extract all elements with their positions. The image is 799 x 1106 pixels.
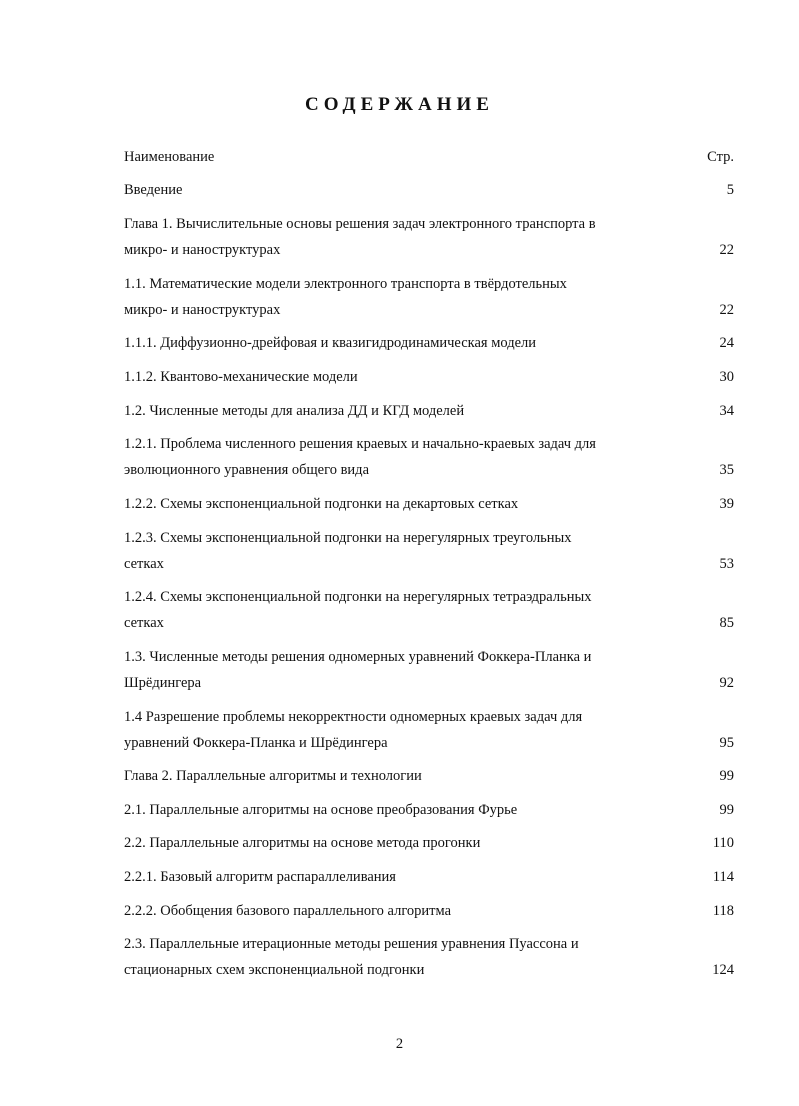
toc-entry-page: 118	[712, 903, 734, 919]
toc-entry-line: 1.4 Разрешение проблемы некорректности одномерных краевых задач для	[124, 709, 583, 725]
toc-entry-line: 1.1.2. Квантово-механические модели	[124, 369, 358, 385]
toc-entry-page: 5	[726, 182, 734, 198]
toc-entry	[124, 177, 734, 203]
toc-entry-line: эволюционного уравнения общего вида	[124, 462, 369, 478]
toc-entry-line: 1.2.1. Проблема численного решения краевых и начально-краевых задач для	[124, 436, 596, 452]
toc-header	[124, 144, 734, 170]
toc-entry	[124, 763, 734, 789]
toc-entry-line: уравнений Фоккера-Планка и Шрёдингера	[124, 735, 388, 751]
toc-entry-line: сетках	[124, 556, 164, 572]
toc-entry	[124, 211, 734, 263]
toc-entry-page: 99	[719, 802, 734, 818]
toc-entry	[124, 864, 734, 890]
toc-entry	[124, 271, 734, 323]
toc-entry-line: 2.3. Параллельные итерационные методы решения уравнения Пуассона и	[124, 936, 579, 952]
toc-entry-page: 30	[719, 369, 734, 385]
toc-entry-line: 1.2.3. Схемы экспоненциальной подгонки на нерегулярных треугольных	[124, 530, 572, 546]
toc-entry-line: 2.1. Параллельные алгоритмы на основе преобразования Фурье	[124, 802, 518, 818]
toc-entry-page: 124	[712, 962, 734, 978]
toc-entry	[124, 364, 734, 390]
toc-entry-line: 1.3. Численные методы решения одномерных уравнений Фоккера-Планка и	[124, 649, 592, 665]
toc-entry-page: 110	[712, 835, 734, 851]
toc-entry-page: 99	[719, 768, 734, 784]
toc-entry-page: 22	[719, 242, 734, 258]
toc-entry-line: Глава 2. Параллельные алгоритмы и технологии	[124, 768, 422, 784]
toc-entry	[124, 931, 734, 983]
toc-entry-line: 2.2.2. Обобщения базового параллельного алгоритма	[124, 903, 452, 919]
toc-entry-line: Введение	[124, 182, 183, 198]
toc-entry	[124, 584, 734, 636]
toc-entry	[124, 704, 734, 756]
toc-entry	[124, 398, 734, 424]
toc-entry-line: микро- и наноструктурах	[124, 242, 281, 258]
toc-entry	[124, 330, 734, 356]
toc-entry-line: Шрёдингера	[124, 675, 202, 691]
toc-entry	[124, 525, 734, 577]
toc-entry-page: 53	[719, 556, 734, 572]
toc-entry-page: 92	[719, 675, 734, 691]
toc-entry-page: 39	[719, 496, 734, 512]
toc-entry	[124, 797, 734, 823]
toc-entry	[124, 431, 734, 483]
page-title: СОДЕРЖАНИЕ	[305, 94, 494, 115]
toc-entry-line: 1.1. Математические модели электронного транспорта в твёрдотельных	[124, 276, 567, 292]
toc-entry	[124, 491, 734, 517]
toc-entry-line: микро- и наноструктурах	[124, 302, 281, 318]
toc-entry-line: 1.2.2. Схемы экспоненциальной подгонки на декартовых сетках	[124, 496, 519, 512]
toc-entry	[124, 830, 734, 856]
toc-entry-line: 2.2. Параллельные алгоритмы на основе метода прогонки	[124, 835, 481, 851]
toc-entry-line: стационарных схем экспоненциальной подгонки	[124, 962, 425, 978]
toc-entry-line: Глава 1. Вычислительные основы решения задач электронного транспорта в	[124, 216, 596, 232]
toc-entry-page: 95	[719, 735, 734, 751]
toc-entry-line: сетках	[124, 615, 164, 631]
toc-entry-page: 85	[719, 615, 734, 631]
toc-entry-page: 34	[719, 403, 734, 419]
toc-entry-line: 1.1.1. Диффузионно-дрейфовая и квазигидродинамическая модели	[124, 335, 537, 351]
toc-entry	[124, 898, 734, 924]
toc-entry-line: 2.2.1. Базовый алгоритм распараллеливания	[124, 869, 396, 885]
toc-entry-page: 22	[719, 302, 734, 318]
toc-entry-line: 1.2.4. Схемы экспоненциальной подгонки на нерегулярных тетраэдральных	[124, 589, 592, 605]
toc-entry-page: 114	[712, 869, 734, 885]
toc-entry-page: 24	[719, 335, 734, 351]
page-number: 2	[395, 1036, 404, 1052]
toc-entry-page: 35	[719, 462, 734, 478]
toc-entry-line: 1.2. Численные методы для анализа ДД и КГД моделей	[124, 403, 465, 419]
toc-header-page: Стр.	[707, 149, 734, 165]
toc-header-name: Наименование	[124, 149, 215, 165]
toc-entry	[124, 644, 734, 696]
